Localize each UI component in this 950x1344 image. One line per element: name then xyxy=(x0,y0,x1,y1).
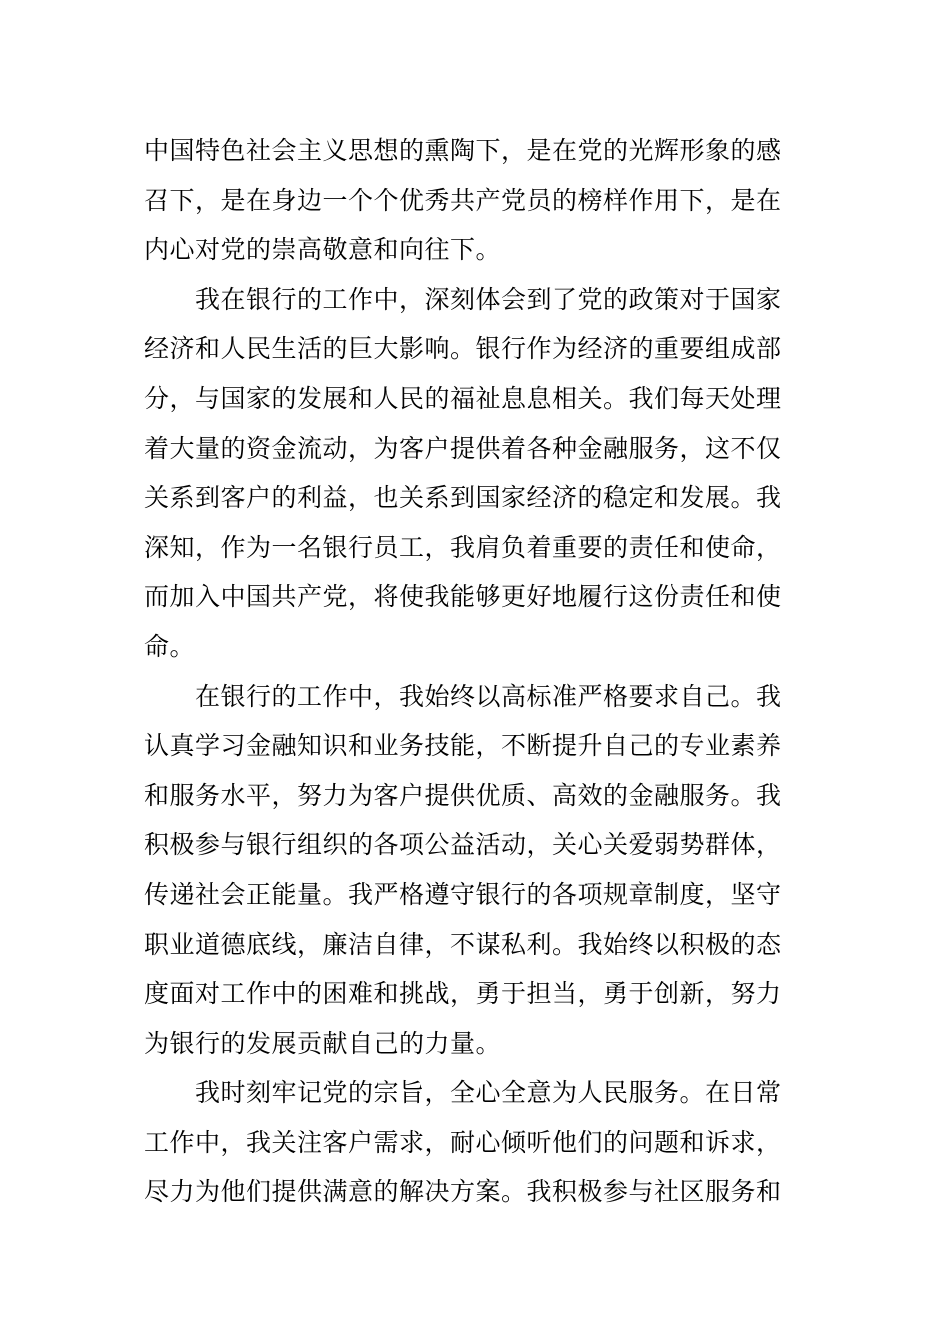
text-line: 经济和人民生活的巨大影响。银行作为经济的重要组成部 xyxy=(144,334,782,364)
text-line: 工作中，我关注客户需求，耐心倾听他们的问题和诉求， xyxy=(144,1127,782,1157)
text-line: 传递社会正能量。我严格遵守银行的各项规章制度，坚守 xyxy=(144,879,782,909)
text-line: 中国特色社会主义思想的熏陶下，是在党的光辉形象的感 xyxy=(144,136,782,165)
text-line: 职业道德底线，廉洁自律，不谋私利。我始终以积极的态 xyxy=(144,929,782,959)
text-line: 和服务水平，努力为客户提供优质、高效的金融服务。我 xyxy=(144,780,782,810)
text-line: 命。 xyxy=(144,631,196,661)
text-line: 内心对党的崇高敬意和向往下。 xyxy=(144,235,502,265)
text-line: 而加入中国共产党，将使我能够更好地履行这份责任和使 xyxy=(144,582,782,612)
text-line: 度面对工作中的困难和挑战，勇于担当，勇于创新，努力 xyxy=(144,979,782,1009)
text-line: 尽力为他们提供满意的解决方案。我积极参与社区服务和 xyxy=(144,1177,782,1207)
paragraph-start-line: 我时刻牢记党的宗旨，全心全意为人民服务。在日常 xyxy=(195,1078,782,1108)
text-line: 积极参与银行组织的各项公益活动，关心关爱弱势群体， xyxy=(144,830,782,860)
text-line: 着大量的资金流动，为客户提供着各种金融服务，这不仅 xyxy=(144,433,782,463)
paragraph-start-line: 在银行的工作中，我始终以高标准严格要求自己。我 xyxy=(195,681,782,711)
body-text xyxy=(144,126,810,1217)
text-line: 关系到客户的利益，也关系到国家经济的稳定和发展。我 xyxy=(144,483,782,513)
text-line: 深知，作为一名银行员工，我肩负着重要的责任和使命， xyxy=(144,532,782,562)
paragraph-start-line: 我在银行的工作中，深刻体会到了党的政策对于国家 xyxy=(195,284,782,314)
text-line: 为银行的发展贡献自己的力量。 xyxy=(144,1028,502,1058)
text-line: 召下，是在身边一个个优秀共产党员的榜样作用下，是在 xyxy=(144,185,782,215)
text-line: 分，与国家的发展和人民的福祉息息相关。我们每天处理 xyxy=(144,383,782,413)
text-line: 认真学习金融知识和业务技能，不断提升自己的专业素养 xyxy=(144,731,782,761)
